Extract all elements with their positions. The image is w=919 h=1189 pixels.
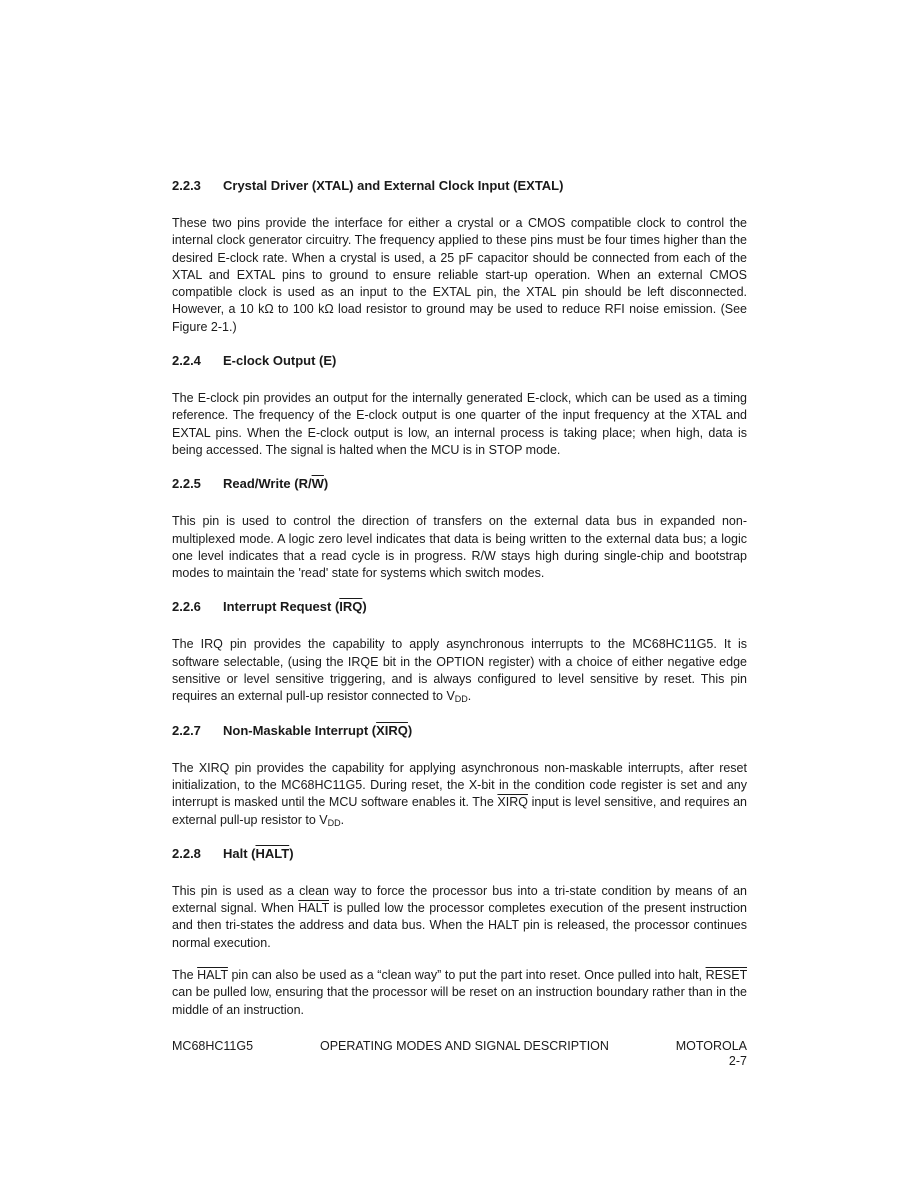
section-heading	[172, 844, 747, 864]
paragraph: These two pins provide the interface for either a crystal or a CMOS compatible clock to control the internal clock generator circuitry. The frequency applied to these pins must be four times higher than the desired E-clock rate. When a crystal is used, a 25 pF capacitor should be connected from each of the XTAL and EXTAL pins to ground to ensure reliable start-up operation. When an external CMOS compatible clock is used as an input to the EXTAL pin, the XTAL pin should be left disconnected. However, a 10 kΩ to 100 kΩ load resistor to ground may be used to reduce RFI noise emission. (See Figure 2-1.)	[172, 216, 747, 334]
section-title: Non-Maskable Interrupt (XIRQ)	[223, 722, 413, 738]
paragraph: The E-clock pin provides an output for the internally generated E-clock, which can be used as a timing reference. The frequency of the E-clock output is one quarter of the input frequency at the XTAL and EXTAL pins. When the E-clock output is low, an internal process is taking place; when high, data is being accessed. The signal is halted when the MCU is in STOP mode.	[172, 391, 747, 457]
section-title: Read/Write $(R/\overline{W})$	[223, 476, 329, 492]
footer-chapter-title: OPERATING MODES AND SIGNAL DESCRIPTION	[320, 1039, 609, 1053]
section-2-2-5	[172, 474, 747, 582]
section-2-2-4	[172, 351, 747, 459]
paragraph: This pin is used as a clean way to force the processor bus into a tri-state condition by means of an external signal. When HALT is pulled low the processor completes execution of the present instruction and then tri-states the address and data bus. When the HALT pin is released, the processor continues normal execution.	[172, 883, 747, 950]
section-number: 2.2.4	[172, 353, 201, 369]
section-2-2-6	[172, 597, 747, 705]
section-number: 2.2.5	[172, 476, 201, 492]
section-heading	[172, 721, 747, 741]
section-title: Halt (HALT)	[223, 845, 294, 861]
section-heading	[172, 474, 747, 494]
paragraph: The XIRQ pin provides the capability for applying asynchronous non-maskable interrupts, after reset initialization, to the MC68HC11G5. During reset, the X-bit in the condition code register is set and any interrupt is masked until the MCU software enables it. The XIRQ input is level sensitive, and requires an external pull-up resistor to $V_{DD}$.	[172, 760, 747, 828]
section-number: 2.2.7	[172, 722, 201, 738]
section-heading	[172, 597, 747, 617]
section-number: 2.2.8	[172, 845, 201, 861]
paragraph: The HALT pin can also be used as a “clean way” to put the part into reset. Once pulled into halt, RESET can be pulled low, ensuring that the processor will be reset on an instruction boundary rather than in the middle of an instruction.	[172, 968, 748, 1017]
section-heading	[172, 176, 747, 196]
page-body	[172, 176, 747, 1034]
section-title: Crystal Driver (XTAL) and External Clock Input (EXTAL)	[223, 178, 564, 193]
section-heading	[172, 351, 747, 371]
paragraph: This pin is used to control the direction of transfers on the external data bus in expanded non-multiplexed mode. A logic zero level indicates that data is being written to the external data bus; a logic one level indicates that a read cycle is in progress. R/W stays high during single-chip and bootstrap modes to maintain the 'read' state for systems which switch modes.	[172, 514, 747, 581]
paragraph: The IRQ pin provides the capability to apply asynchronous interrupts to the MC68HC11G5. It is software selectable, (using the IRQE bit in the OPTION register) with a choice of either negative edge sensitive or level sensitive triggering, and is always configured to level sensitive by reset. This pin requires an external pull-up resistor connected to $V_{DD}$.	[172, 637, 747, 705]
section-title: Interrupt Request $(\overline{IRQ})$	[223, 599, 367, 615]
footer-brand: MOTOROLA	[675, 1039, 747, 1053]
section-number: 2.2.6	[172, 599, 201, 615]
section-title: E-clock Output (E)	[223, 353, 337, 369]
page-number: 2-7	[728, 1054, 747, 1068]
footer-brand-page	[676, 1039, 747, 1069]
section-2-2-7	[172, 721, 747, 829]
section-2-2-3	[172, 176, 747, 336]
section-number: 2.2.3	[172, 178, 201, 193]
section-2-2-8	[172, 844, 747, 1019]
footer-part-number: MC68HC11G5	[172, 1039, 254, 1053]
